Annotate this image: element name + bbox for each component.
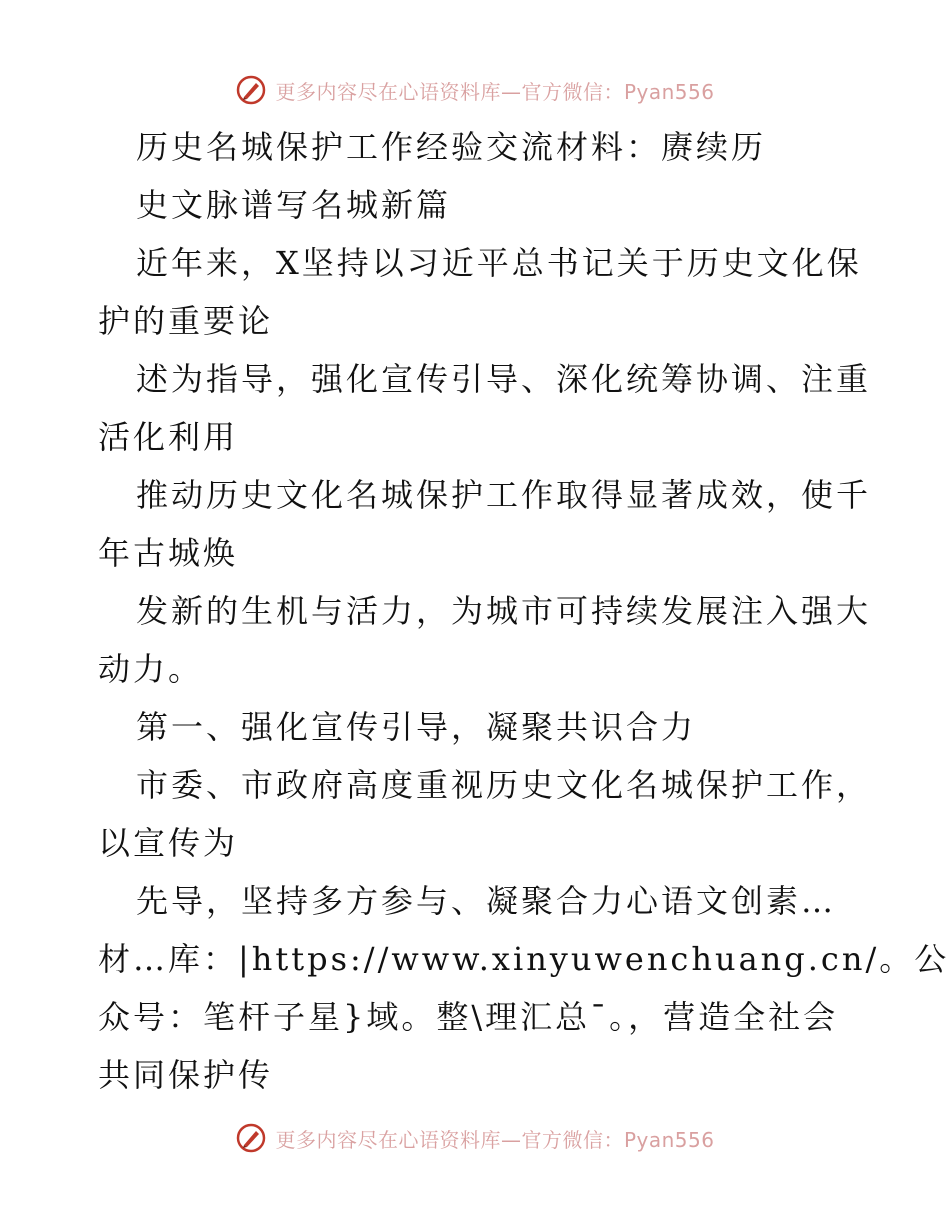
text-line: 史文脉谱写名城新篇 (136, 186, 452, 224)
text-line: 年古城焕 (98, 534, 239, 572)
watermark-text: 更多内容尽在心语资料库—官方微信：Pyan556 (275, 1127, 715, 1152)
text-line: 市委、市政府高度重视历史文化名城保护工作， (136, 766, 872, 804)
text-line: 护的重要论 (98, 302, 274, 340)
text-line: 以宣传为 (98, 824, 239, 862)
text-line: 近年来，X坚持以习近平总书记关于历史文化保 (136, 244, 862, 282)
text-line: 活化利用 (98, 418, 239, 456)
text-line: 历史名城保护工作经验交流材料：赓续历 (136, 128, 767, 166)
footer-watermark (0, 1118, 950, 1158)
document-body (98, 118, 950, 1104)
pen-logo-icon (235, 1122, 267, 1154)
text-line: 动力。 (98, 650, 204, 688)
text-line: 发新的生机与活力，为城市可持续发展注入强大 (136, 592, 872, 630)
text-line: 述为指导，强化宣传引导、深化统筹协调、注重 (136, 360, 872, 398)
text-line: 共同保护传 (98, 1056, 274, 1094)
text-line: 众号：笔杆子星}域。整\理汇总¯。，营造全社会 (98, 998, 839, 1036)
text-line: 第一、强化宣传引导，凝聚共识合力 (136, 708, 697, 746)
pen-logo-icon (235, 74, 267, 106)
text-line: 推动历史文化名城保护工作取得显著成效，使千 (136, 476, 872, 514)
header-watermark (0, 70, 950, 110)
text-line: 先导，坚持多方参与、凝聚合力心语文创素… (136, 882, 837, 920)
watermark-text: 更多内容尽在心语资料库—官方微信：Pyan556 (275, 79, 715, 104)
text-line: 材…库：|https://www.xinyuwenchuang.cn/。公 (98, 940, 950, 978)
